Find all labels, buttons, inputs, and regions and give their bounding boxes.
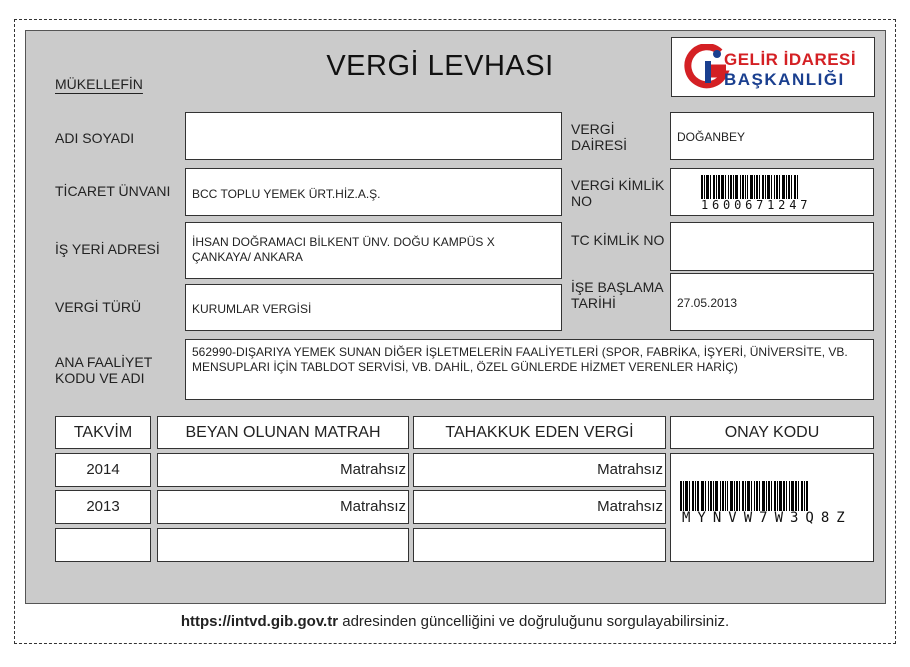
value-vergi-turu: KURUMLAR VERGİSİ [192,302,312,316]
field-is-yeri-adresi [185,222,562,279]
row-2014-matrah: Matrahsız [157,453,409,487]
footer-note [0,613,910,630]
footer-text: adresinden güncelliğini ve doğruluğunu sorgulayabilirsiniz. [338,613,730,630]
gib-logo [671,37,875,97]
row-empty-matrah [157,528,409,562]
label-ana-faaliyet: ANA FAALİYET KODU VE ADI [55,354,153,386]
field-ticaret-unvani [185,168,562,216]
value-ana-faaliyet: 562990-DIŞARIYA YEMEK SUNAN DİĞER İŞLETMELERİN FAALİYETLERİ (SPOR, FABRİKA, İŞYERİ, ÜNİVERSİTE, VB. MENSUPLARI İÇİN TABLDOT SERVİSİ, VB. DAHİL, ÖZEL GÜNLERDE HİZMET VERENLER HARİÇ) [192,345,848,374]
label-tc-kimlik-no: TC KİMLİK NO [571,232,665,248]
section-label: MÜKELLEFİN [55,76,143,92]
row-2013-vergi: Matrahsız [413,490,666,524]
header-onay-kodu: ONAY KODU [670,416,874,449]
row-2013-matrah: Matrahsız [157,490,409,524]
label-ticaret-unvani: TİCARET ÜNVANI [55,183,171,199]
field-vergi-turu [185,284,562,331]
row-empty-vergi [413,528,666,562]
header-takvim: TAKVİM [55,416,151,449]
logo-line1: GELİR İDARESİ [724,50,857,69]
label-ise-baslama-tarihi: İŞE BAŞLAMA TARİHİ [571,279,663,311]
header-tahakkuk-eden-vergi: TAHAKKUK EDEN VERGİ [413,416,666,449]
value-ise-baslama-tarihi: 27.05.2013 [677,296,738,310]
label-vergi-dairesi: VERGİ DAİRESİ [571,121,628,153]
page-title: VERGİ LEVHASI [326,50,554,82]
value-onay-kodu: MYNVW7W3Q8Z [682,510,852,526]
field-vergi-kimlik-no [670,168,874,216]
label-vergi-kimlik-no: VERGİ KİMLİK NO [571,177,665,209]
field-adi-soyadi [185,112,562,160]
label-adi-soyadi: ADI SOYADI [55,130,135,146]
onay-kodu-barcode-icon [680,481,862,511]
footer-url[interactable]: https://intvd.gib.gov.tr [180,613,339,630]
label-is-yeri-adresi: İŞ YERİ ADRESİ [55,241,160,257]
row-2014-vergi: Matrahsız [413,453,666,487]
value-vergi-kimlik-no: 1600671247 [701,198,812,212]
label-vergi-turu: VERGİ TÜRÜ [55,299,142,315]
vergi-kimlik-barcode-icon [701,175,841,199]
field-tc-kimlik-no [670,222,874,271]
row-empty-takvim [55,528,151,562]
field-ise-baslama-tarihi [670,273,874,331]
value-is-yeri-adresi: İHSAN DOĞRAMACI BİLKENT ÜNV. DOĞU KAMPÜS X ÇANKAYA/ ANKARA [192,235,495,264]
onay-kodu-cell [670,453,874,562]
field-ana-faaliyet [185,339,874,400]
value-vergi-dairesi: DOĞANBEY [677,130,746,144]
header-beyan-olunan-matrah: BEYAN OLUNAN MATRAH [157,416,409,449]
logo-line2: BAŞKANLIĞI [724,70,845,89]
field-vergi-dairesi [670,112,874,160]
row-2013-takvim: 2013 [55,490,151,524]
row-2014-takvim: 2014 [55,453,151,487]
value-ticaret-unvani: BCC TOPLU YEMEK ÜRT.HİZ.A.Ş. [192,187,381,201]
